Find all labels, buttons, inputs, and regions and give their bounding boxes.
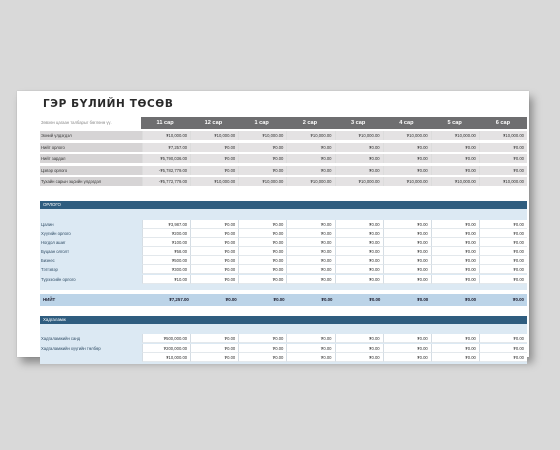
savings-cell[interactable]: ₮0.00	[335, 353, 383, 362]
summary-cell: ₮10,000.00	[431, 131, 479, 140]
income-cell[interactable]: ₮0.00	[431, 275, 479, 284]
savings-label: Хадгаламжийн санд	[40, 334, 142, 343]
income-label: Түрээсийн орлого	[40, 275, 142, 284]
month-header: 6 сар	[495, 120, 511, 126]
savings-cell[interactable]: ₮0.00	[479, 353, 527, 362]
income-cell[interactable]: ₮0.00	[431, 238, 479, 247]
income-total-cell: ₮0.00	[512, 297, 524, 302]
budget-sheet	[17, 91, 529, 360]
summary-cell: ₮5,790,036.00	[142, 154, 190, 163]
summary-cell: ₮0.00	[431, 143, 479, 152]
month-header-row	[141, 117, 527, 129]
month-header: 12 сар	[204, 120, 223, 126]
summary-cell: ₮10,000.00	[383, 131, 431, 140]
income-cell[interactable]: ₮0.00	[190, 238, 238, 247]
income-cell[interactable]: ₮0.00	[431, 256, 479, 265]
summary-cell: ₮0.00	[190, 143, 238, 152]
savings-cell[interactable]: ₮0.00	[335, 344, 383, 353]
savings-cell[interactable]: ₮0.00	[431, 334, 479, 343]
income-cell[interactable]: ₮0.00	[479, 229, 527, 238]
summary-cell: ₮0.00	[286, 154, 334, 163]
income-row	[40, 220, 527, 229]
income-label: Ногдол ашиг	[40, 238, 142, 247]
income-cell[interactable]: ₮0.00	[190, 220, 238, 229]
income-cell[interactable]: ₮0.00	[190, 265, 238, 274]
income-cell[interactable]: ₮0.00	[383, 220, 431, 229]
summary-cell: ₮10,000.00	[142, 131, 190, 140]
savings-cell[interactable]: ₮0.00	[383, 353, 431, 362]
savings-cell[interactable]: ₮0.00	[190, 334, 238, 343]
summary-label: Тухайн сарын эцсийн үлдэгдэл	[40, 177, 142, 186]
income-cell[interactable]: ₮0.00	[479, 247, 527, 256]
month-header: 4 сар	[399, 120, 414, 126]
income-cell[interactable]: ₮0.00	[431, 220, 479, 229]
summary-cell: ₮0.00	[479, 143, 527, 152]
month-header: 11 сар	[156, 120, 174, 126]
savings-cell[interactable]: ₮0.00	[479, 334, 527, 343]
income-cell[interactable]: ₮0.00	[286, 247, 334, 256]
income-row	[40, 238, 527, 247]
summary-row	[40, 143, 527, 152]
income-row	[40, 275, 527, 284]
income-cell[interactable]: ₮0.00	[286, 229, 334, 238]
page-title: ГЭР БҮЛИЙН ТӨСӨВ	[43, 98, 174, 110]
income-total-row	[40, 294, 527, 306]
savings-row	[40, 344, 527, 353]
income-total-cell: ₮0.00	[464, 297, 477, 302]
income-total-cell: ₮0.00	[321, 297, 333, 302]
income-cell[interactable]: ₮0.00	[335, 220, 383, 229]
summary-cell: -₮5,782,779.00	[142, 166, 190, 175]
summary-cell: ₮0.00	[238, 143, 286, 152]
summary-label: Эхний үлдэгдэл	[40, 131, 142, 140]
summary-cell: ₮10,000.00	[190, 131, 238, 140]
income-total-cell: ₮0.00	[225, 297, 237, 302]
savings-label: Хадгаламжийн хүүгийн төлбөр	[40, 344, 142, 353]
savings-cell[interactable]: ₮0.00	[238, 353, 286, 362]
summary-cell: ₮0.00	[431, 166, 479, 175]
summary-cell: -₮5,772,779.00	[142, 177, 190, 186]
summary-cell: ₮10,000.00	[286, 131, 334, 140]
income-cell[interactable]: ₮0.00	[238, 229, 286, 238]
savings-cell[interactable]: ₮0.00	[238, 344, 286, 353]
income-cell[interactable]: ₮0.00	[479, 220, 527, 229]
savings-row	[40, 334, 527, 343]
savings-cell[interactable]: ₮0.00	[479, 344, 527, 353]
summary-cell: ₮10,000.00	[335, 177, 383, 186]
savings-cell[interactable]: ₮0.00	[335, 334, 383, 343]
summary-cell: ₮0.00	[190, 154, 238, 163]
income-cell[interactable]: ₮100.00	[142, 238, 190, 247]
summary-cell: ₮10,000.00	[238, 131, 286, 140]
summary-cell: ₮0.00	[479, 166, 527, 175]
income-row	[40, 247, 527, 256]
income-cell[interactable]: ₮0.00	[479, 265, 527, 274]
income-label: Буцаан олголт	[40, 247, 142, 256]
income-cell[interactable]: ₮0.00	[286, 265, 334, 274]
income-cell[interactable]: ₮0.00	[431, 247, 479, 256]
income-label: Тэтгэвэр	[40, 265, 142, 274]
savings-row	[40, 353, 527, 362]
income-cell[interactable]: ₮0.00	[190, 247, 238, 256]
savings-cell[interactable]: ₮0.00	[286, 344, 334, 353]
summary-cell: ₮10,000.00	[431, 177, 479, 186]
income-cell[interactable]: ₮0.00	[190, 229, 238, 238]
summary-cell: ₮0.00	[238, 166, 286, 175]
income-cell[interactable]: ₮500.00	[142, 256, 190, 265]
income-cell[interactable]: ₮0.00	[190, 275, 238, 284]
summary-cell: ₮0.00	[383, 166, 431, 175]
income-cell[interactable]: ₮0.00	[335, 229, 383, 238]
income-cell[interactable]: ₮0.00	[335, 238, 383, 247]
income-row	[40, 265, 527, 274]
summary-cell: ₮10,000.00	[286, 177, 334, 186]
income-cell[interactable]: ₮0.00	[479, 256, 527, 265]
income-cell[interactable]: ₮0.00	[238, 238, 286, 247]
savings-cell[interactable]: ₮0.00	[383, 344, 431, 353]
instruction-text: Зөвхөн цагаан талбарыг бөглөнө үү.	[41, 120, 112, 125]
summary-cell: ₮10,000.00	[335, 131, 383, 140]
savings-cell[interactable]: ₮500,000.00	[142, 334, 190, 343]
income-cell[interactable]: ₮0.00	[238, 220, 286, 229]
savings-cell[interactable]: ₮0.00	[383, 334, 431, 343]
summary-label: Нийт зардал	[40, 154, 142, 163]
income-cell[interactable]: ₮10.00	[142, 275, 190, 284]
savings-cell[interactable]: ₮0.00	[238, 334, 286, 343]
savings-cell[interactable]: ₮200,000.00	[142, 344, 190, 353]
summary-cell: ₮7,257.00	[142, 143, 190, 152]
summary-row	[40, 177, 527, 186]
income-cell[interactable]: ₮0.00	[238, 265, 286, 274]
income-cell[interactable]: ₮0.00	[383, 229, 431, 238]
income-cell[interactable]: ₮0.00	[383, 247, 431, 256]
income-cell[interactable]: ₮0.00	[431, 229, 479, 238]
savings-cell[interactable]: ₮0.00	[190, 344, 238, 353]
income-cell[interactable]: ₮0.00	[383, 265, 431, 274]
income-section-header: ОРЛОГО	[40, 201, 527, 209]
summary-cell: ₮0.00	[383, 154, 431, 163]
summary-cell: ₮0.00	[335, 166, 383, 175]
savings-cell[interactable]: ₮10,000.00	[142, 353, 190, 362]
income-total-cell: ₮7,257.00	[169, 297, 189, 302]
summary-cell: ₮10,000.00	[479, 131, 527, 140]
income-total-cell: ₮0.00	[369, 297, 381, 302]
income-cell[interactable]: ₮3,987.00	[142, 220, 190, 229]
summary-row	[40, 154, 527, 163]
summary-cell: ₮0.00	[479, 154, 527, 163]
income-cell[interactable]: ₮0.00	[190, 256, 238, 265]
income-cell[interactable]: ₮0.00	[286, 256, 334, 265]
savings-cell[interactable]: ₮0.00	[431, 344, 479, 353]
income-cell[interactable]: ₮0.00	[238, 275, 286, 284]
income-label: Бизнес	[40, 256, 142, 265]
summary-row	[40, 131, 527, 140]
savings-cell[interactable]: ₮0.00	[286, 353, 334, 362]
summary-cell: ₮10,000.00	[238, 177, 286, 186]
summary-label: Цэвэр орлого	[40, 166, 142, 175]
income-row	[40, 256, 527, 265]
summary-cell: ₮0.00	[286, 166, 334, 175]
income-total-cell: ₮0.00	[273, 297, 285, 302]
income-cell[interactable]: ₮0.00	[383, 238, 431, 247]
income-cell[interactable]: ₮0.00	[238, 256, 286, 265]
income-row	[40, 229, 527, 238]
summary-row	[40, 166, 527, 175]
income-cell[interactable]: ₮0.00	[383, 256, 431, 265]
income-cell[interactable]: ₮0.00	[286, 220, 334, 229]
month-header: 1 сар	[254, 120, 269, 126]
summary-cell: ₮10,000.00	[383, 177, 431, 186]
income-cell[interactable]: ₮0.00	[335, 256, 383, 265]
income-cell[interactable]: ₮0.00	[479, 275, 527, 284]
income-cell[interactable]: ₮200.00	[142, 229, 190, 238]
savings-cell[interactable]: ₮0.00	[190, 353, 238, 362]
summary-cell: ₮0.00	[238, 154, 286, 163]
savings-cell[interactable]: ₮0.00	[431, 353, 479, 362]
income-label: Цалин	[40, 220, 142, 229]
month-header: 3 сар	[350, 120, 366, 126]
income-cell[interactable]: ₮0.00	[238, 247, 286, 256]
summary-cell: ₮0.00	[335, 154, 383, 163]
savings-section-header: Хадгаламж	[40, 316, 527, 324]
savings-label	[40, 353, 142, 362]
month-header: 2 сар	[302, 120, 318, 126]
summary-cell: ₮0.00	[286, 143, 334, 152]
income-cell[interactable]: ₮0.00	[335, 247, 383, 256]
summary-cell: ₮0.00	[431, 154, 479, 163]
month-header: 5 сар	[447, 120, 462, 126]
income-cell[interactable]: ₮0.00	[431, 265, 479, 274]
summary-cell: ₮10,000.00	[190, 177, 238, 186]
income-cell[interactable]: ₮300.00	[142, 265, 190, 274]
income-cell[interactable]: ₮58.00	[142, 247, 190, 256]
income-label: Хүүгийн орлого	[40, 229, 142, 238]
summary-label: Нийт орлого	[40, 143, 142, 152]
savings-cell[interactable]: ₮0.00	[286, 334, 334, 343]
income-cell[interactable]: ₮0.00	[286, 275, 334, 284]
summary-cell: ₮0.00	[190, 166, 238, 175]
income-cell[interactable]: ₮0.00	[479, 238, 527, 247]
income-cell[interactable]: ₮0.00	[335, 275, 383, 284]
summary-cell: ₮0.00	[335, 143, 383, 152]
income-cell[interactable]: ₮0.00	[335, 265, 383, 274]
summary-cell: ₮0.00	[383, 143, 431, 152]
income-cell[interactable]: ₮0.00	[383, 275, 431, 284]
income-total-label: НИЙТ	[43, 297, 56, 302]
income-cell[interactable]: ₮0.00	[286, 238, 334, 247]
income-total-cell: ₮0.00	[417, 297, 429, 302]
summary-cell: ₮10,000.00	[479, 177, 527, 186]
